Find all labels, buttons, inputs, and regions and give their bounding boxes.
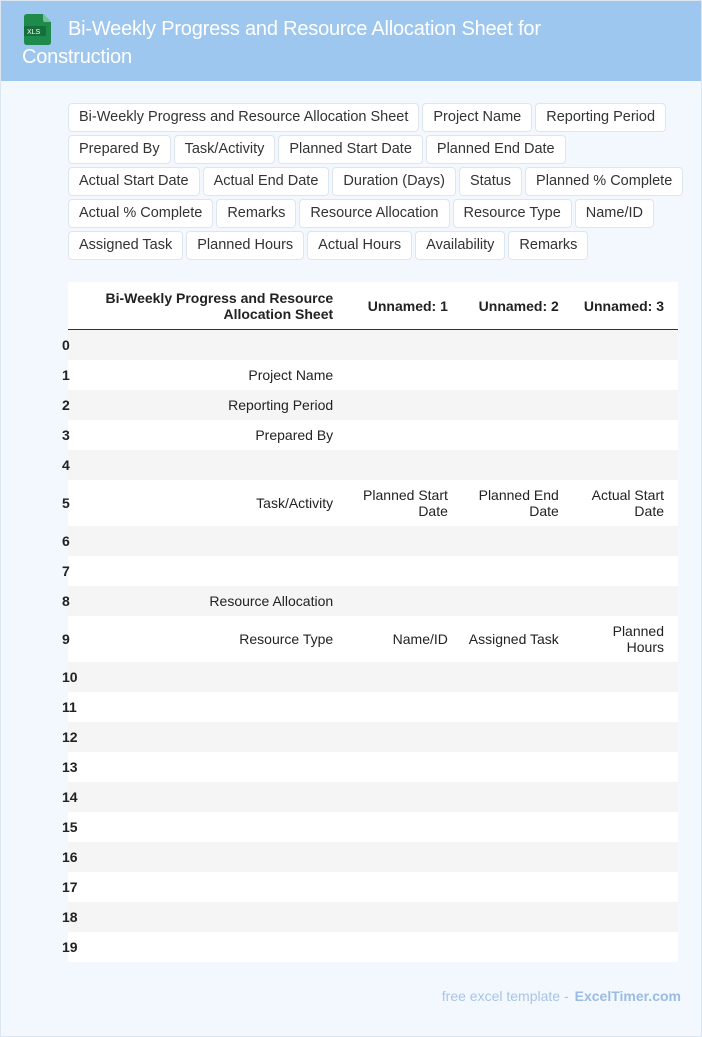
row-index <box>62 812 78 842</box>
table-cell: Project Name <box>248 366 334 383</box>
footer-credit <box>442 988 681 1004</box>
tag-list <box>68 103 690 260</box>
table-cell <box>573 872 678 902</box>
table-cell: Prepared By <box>255 426 334 443</box>
table-cell <box>347 450 462 480</box>
table-cell <box>573 390 678 420</box>
table-cell <box>347 360 462 390</box>
table-cell <box>573 420 678 450</box>
row-index-label: 16 <box>62 848 78 865</box>
tag-chip[interactable]: Resource Type <box>453 199 572 228</box>
table-row <box>68 842 678 872</box>
row-index-label: 3 <box>62 426 70 443</box>
table-cell: Resource Allocation <box>209 592 334 609</box>
table-cell <box>78 692 348 722</box>
table-row <box>68 360 678 390</box>
table-cell <box>462 330 573 360</box>
table-cell <box>573 330 678 360</box>
row-index <box>62 586 78 616</box>
page-title: Bi-Weekly Progress and Resource Allocation Sheet for Construction <box>22 18 541 68</box>
table-row <box>68 812 678 842</box>
row-index <box>62 872 78 902</box>
table-cell <box>347 872 462 902</box>
tag-chip[interactable]: Name/ID <box>575 199 654 228</box>
tag-chip[interactable]: Bi-Weekly Progress and Resource Allocation Sheet <box>68 103 419 132</box>
index-header <box>68 282 78 330</box>
table-cell: Task/Activity <box>256 494 334 511</box>
table-row <box>68 722 678 752</box>
row-index <box>62 556 78 586</box>
table-cell <box>78 902 348 932</box>
table-cell <box>78 872 348 902</box>
table-cell <box>347 390 462 420</box>
table-cell: Actual Start Date <box>591 486 664 519</box>
table-cell <box>347 420 462 450</box>
table-row <box>68 480 678 526</box>
row-index <box>62 692 78 722</box>
row-index-label: 4 <box>62 456 70 473</box>
row-index <box>62 360 78 390</box>
table-cell <box>462 360 573 390</box>
table-row <box>68 586 678 616</box>
table-cell <box>347 692 462 722</box>
tag-chip[interactable]: Actual Start Date <box>68 167 200 196</box>
table-cell <box>462 782 573 812</box>
column-header: Unnamed: 2 <box>462 282 573 330</box>
row-index-label: 12 <box>62 728 78 745</box>
table-cell <box>78 782 348 812</box>
row-index-label: 15 <box>62 818 78 835</box>
table-cell <box>347 932 462 962</box>
table-cell: Planned End Date <box>478 486 559 519</box>
table-cell <box>462 450 573 480</box>
row-index <box>62 480 78 526</box>
table-cell <box>347 526 462 556</box>
table-cell <box>573 526 678 556</box>
row-index <box>62 390 78 420</box>
table-cell <box>347 782 462 812</box>
tag-chip[interactable]: Planned Start Date <box>278 135 423 164</box>
table-row <box>68 556 678 586</box>
table-header-row <box>68 282 678 330</box>
table-cell <box>573 662 678 692</box>
table-row <box>68 932 678 962</box>
tag-chip[interactable]: Duration (Days) <box>332 167 456 196</box>
row-index <box>62 752 78 782</box>
column-header: Bi-Weekly Progress and Resource Allocation Sheet <box>78 282 348 330</box>
table-cell <box>462 752 573 782</box>
table-cell <box>347 842 462 872</box>
tag-chip[interactable]: Prepared By <box>68 135 171 164</box>
row-index <box>62 662 78 692</box>
row-index-label: 18 <box>62 908 78 925</box>
table-cell: Reporting Period <box>228 396 334 413</box>
row-index-label: 0 <box>62 336 70 353</box>
table-cell: Assigned Task <box>468 630 559 647</box>
table-cell <box>462 526 573 556</box>
table-cell <box>78 812 348 842</box>
table-cell <box>78 722 348 752</box>
table-cell <box>78 662 348 692</box>
tag-chip[interactable]: Assigned Task <box>68 231 183 260</box>
table-cell <box>573 360 678 390</box>
table-row <box>68 692 678 722</box>
table-row <box>68 616 678 662</box>
row-index-label: 19 <box>62 938 78 955</box>
tag-chip[interactable]: Planned % Complete <box>525 167 683 196</box>
table-row <box>68 420 678 450</box>
row-index <box>62 782 78 812</box>
row-index <box>62 420 78 450</box>
table-cell <box>573 556 678 586</box>
row-index-label: 17 <box>62 878 78 895</box>
table-cell <box>78 556 348 586</box>
row-index <box>62 932 78 962</box>
table-cell <box>573 752 678 782</box>
table-cell <box>347 586 462 616</box>
table-row <box>68 526 678 556</box>
row-index-label: 13 <box>62 758 78 775</box>
table-row <box>68 330 678 360</box>
table-cell <box>462 390 573 420</box>
table-cell <box>347 556 462 586</box>
table-cell <box>573 782 678 812</box>
table-cell <box>462 842 573 872</box>
table-cell <box>78 330 348 360</box>
table-cell <box>462 692 573 722</box>
page-header <box>1 1 701 81</box>
table-cell <box>78 842 348 872</box>
table-cell <box>462 586 573 616</box>
tag-chip[interactable]: Availability <box>415 231 505 260</box>
tag-chip[interactable]: Status <box>459 167 522 196</box>
tag-chip[interactable]: Resource Allocation <box>299 199 449 228</box>
row-index <box>62 616 78 662</box>
tag-chip[interactable]: Actual Hours <box>307 231 412 260</box>
table-cell <box>573 902 678 932</box>
table-cell <box>573 932 678 962</box>
row-index <box>62 902 78 932</box>
row-index <box>62 330 78 360</box>
table-cell <box>347 902 462 932</box>
table-row <box>68 902 678 932</box>
row-index-label: 14 <box>62 788 78 805</box>
column-header: Unnamed: 3 <box>573 282 678 330</box>
table-cell: Name/ID <box>392 630 448 647</box>
data-table <box>62 282 678 962</box>
row-index-label: 8 <box>62 592 70 609</box>
table-cell: Resource Type <box>239 630 334 647</box>
row-index-label: 11 <box>62 698 77 715</box>
table-cell: Planned Start Date <box>363 486 448 519</box>
table-cell <box>573 842 678 872</box>
table-cell <box>347 330 462 360</box>
table-cell <box>462 812 573 842</box>
tag-chip[interactable]: Planned End Date <box>426 135 566 164</box>
table-cell <box>462 872 573 902</box>
data-table-container <box>62 282 678 962</box>
table-cell <box>573 692 678 722</box>
table-cell <box>462 932 573 962</box>
tag-chip[interactable]: Actual % Complete <box>68 199 213 228</box>
row-index-label: 7 <box>62 562 70 579</box>
table-cell <box>78 752 348 782</box>
table-row <box>68 662 678 692</box>
table-row <box>68 872 678 902</box>
table-cell <box>347 722 462 752</box>
table-row <box>68 782 678 812</box>
row-index <box>62 842 78 872</box>
table-cell <box>78 526 348 556</box>
tag-chip[interactable]: Remarks <box>508 231 588 260</box>
table-cell <box>462 662 573 692</box>
table-cell <box>573 450 678 480</box>
tag-chip[interactable]: Planned Hours <box>186 231 304 260</box>
table-cell <box>462 722 573 752</box>
row-index-label: 1 <box>62 366 70 383</box>
row-index-label: 10 <box>62 668 78 685</box>
column-header: Unnamed: 1 <box>347 282 462 330</box>
table-row <box>68 752 678 782</box>
table-cell <box>462 556 573 586</box>
table-cell <box>78 450 348 480</box>
tag-chip[interactable]: Reporting Period <box>535 103 666 132</box>
row-index <box>62 722 78 752</box>
table-cell: Planned Hours <box>612 622 664 655</box>
table-cell <box>462 902 573 932</box>
table-cell <box>573 812 678 842</box>
row-index <box>62 450 78 480</box>
table-cell <box>78 932 348 962</box>
table-cell <box>573 586 678 616</box>
row-index-label: 9 <box>62 630 70 647</box>
table-row <box>68 390 678 420</box>
row-index-label: 5 <box>62 494 70 511</box>
footer-brand-link[interactable]: ExcelTimer.com <box>574 988 681 1004</box>
table-row <box>68 450 678 480</box>
tag-chip[interactable]: Task/Activity <box>174 135 276 164</box>
row-index <box>62 526 78 556</box>
tag-chip[interactable]: Actual End Date <box>203 167 330 196</box>
table-cell <box>347 662 462 692</box>
tag-chip[interactable]: Project Name <box>422 103 532 132</box>
row-index-label: 6 <box>62 532 70 549</box>
table-cell <box>347 752 462 782</box>
svg-text:XLS: XLS <box>27 29 41 36</box>
table-cell <box>462 420 573 450</box>
footer-text: free excel template - <box>441 988 569 1004</box>
table-cell <box>347 812 462 842</box>
tag-chip[interactable]: Remarks <box>216 199 296 228</box>
row-index-label: 2 <box>62 396 70 413</box>
table-cell <box>573 722 678 752</box>
